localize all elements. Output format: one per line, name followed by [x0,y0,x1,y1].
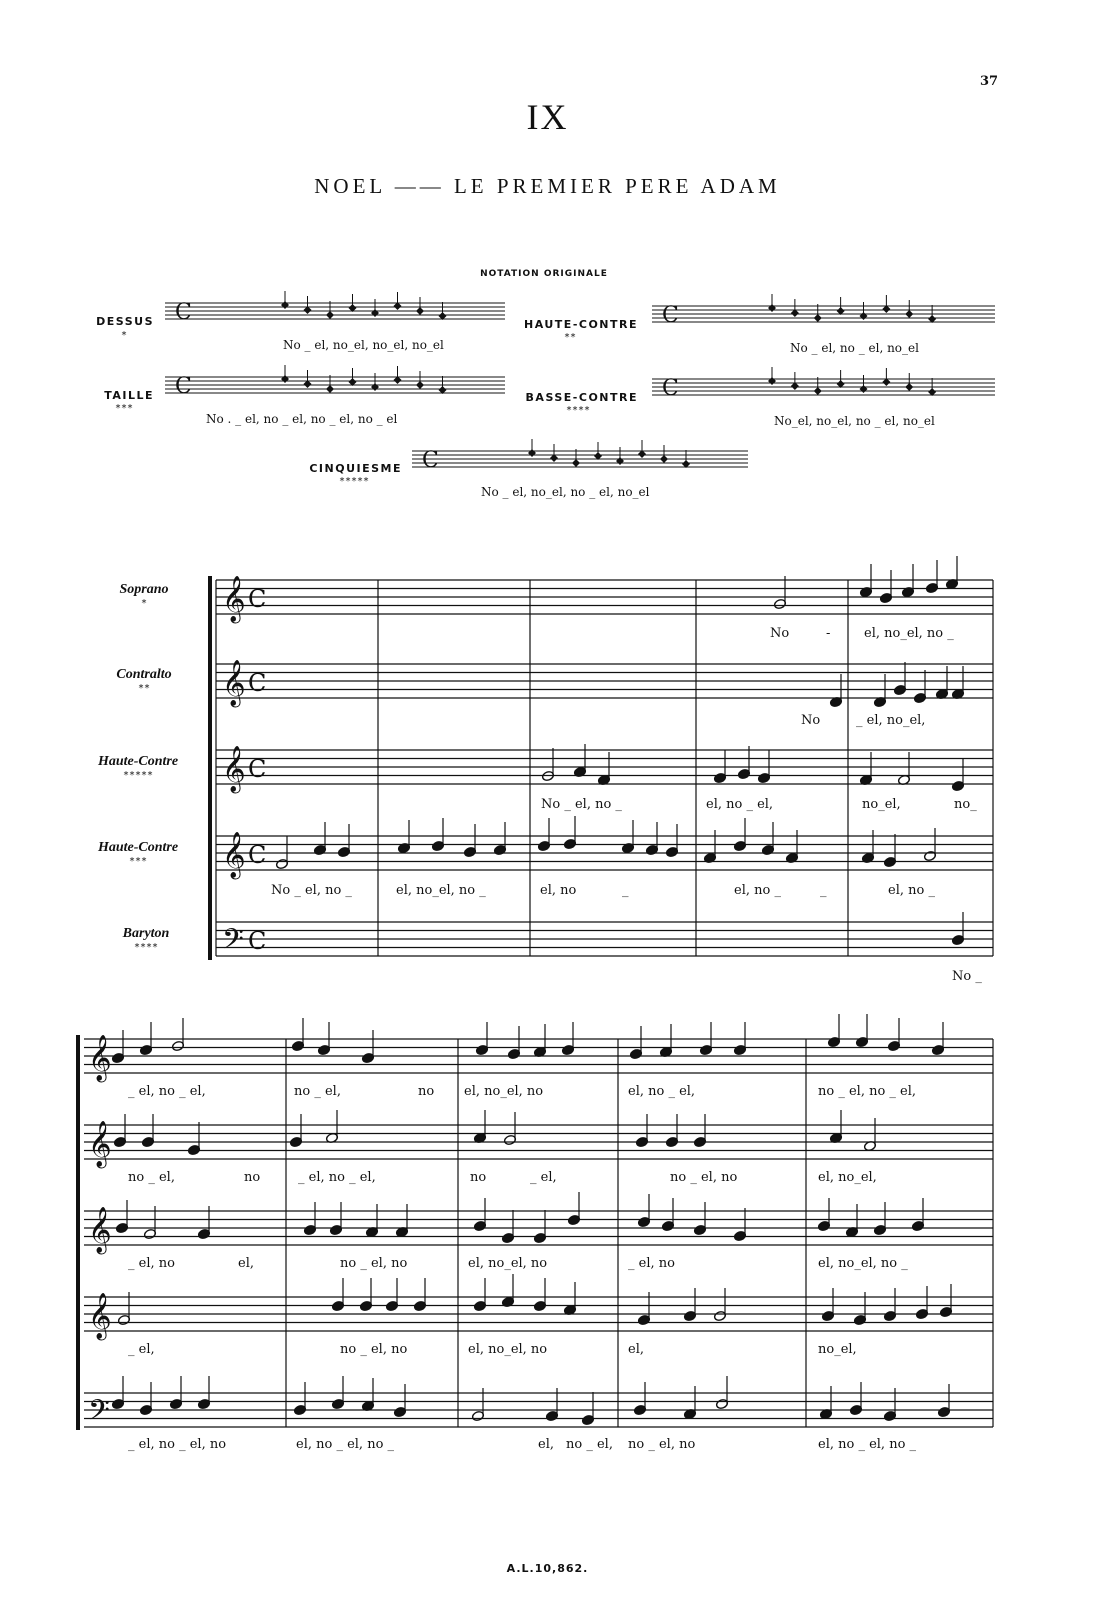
voice-name-soprano: Soprano [119,582,169,597]
lyric: no [418,1084,435,1099]
original-notation-staves [165,300,995,473]
orig-stars-haute-contre: ** [563,332,577,343]
lyric: _ el, no [628,1256,675,1271]
lyric: _ el, [530,1170,557,1185]
lyric: no [470,1170,487,1185]
lyric: _ el, [128,1342,155,1357]
time-signature: C [248,669,267,697]
treble-clef-glyph: 𝄞 [222,660,246,706]
lyric: No [770,626,790,641]
orig-voice-cinquiesme: CINQUIESME [309,462,402,475]
bass-clef-glyph: 𝄢 [222,923,244,963]
lyric: el, [628,1342,644,1357]
lyric: el, no _ [888,883,935,898]
lyric: no _ el, [566,1437,613,1452]
time-signature: C [248,841,267,869]
lyric: _ el, no _ el, [128,1084,206,1099]
lyric: No _ el, no _ [271,883,352,898]
lyric: el, [238,1256,254,1271]
publisher-code: A.L.10,862. [506,1562,589,1575]
lyric: el, no_el, no _ [396,883,486,898]
voice-stars-baryton: **** [133,942,159,953]
orig-stars-taille: *** [114,403,134,414]
voice-stars-haute-contre-2: *** [128,856,148,867]
orig-lyrics-cinquiesme: No _ el, no_el, no _ el, no_el [481,485,650,499]
lyric: no_el, [818,1342,857,1357]
clef-glyph: C [175,374,192,399]
lyric: _ el, no_el, [856,713,926,728]
lyric: el, no_el, no [468,1342,548,1357]
bass-clef-glyph: 𝄢 [88,1394,110,1434]
lyric: _ el, no _ el, [298,1170,376,1185]
clef-glyph: C [422,448,439,473]
lyric: el, no_el, no [464,1084,544,1099]
lyric: no _ el, no [340,1342,408,1357]
voice-stars-soprano: * [140,598,148,609]
voice-stars-haute-contre-1: ***** [122,770,154,781]
lyric: No [801,713,821,728]
treble-clef-glyph: 𝄞 [88,1207,112,1253]
lyric: no_el, [862,797,901,812]
treble-clef-glyph: 𝄞 [222,576,246,622]
lyric: el, no_el, no _ [864,626,954,641]
lyric: el, no _ el, no _ [296,1437,395,1452]
lyric: el, no_el, no [468,1256,548,1271]
lyric: no _ el, [294,1084,341,1099]
clef-glyph: C [662,376,679,401]
lyric: no _ el, [128,1170,175,1185]
lyric: el, no _ el, no _ [818,1437,917,1452]
lyric: el, [538,1437,554,1452]
lyric: no _ el, no [340,1256,408,1271]
lyric: no _ el, no _ el, [818,1084,917,1099]
lyric: _ [622,883,629,898]
treble-clef-glyph: 𝄞 [88,1293,112,1339]
piece-number: IX [526,97,569,137]
voice-name-haute-contre-2: Haute-Contre [97,840,179,855]
voice-stars-contralto: ** [137,683,151,694]
time-signature: C [248,585,267,613]
voice-name-haute-contre-1: Haute-Contre [97,754,179,769]
time-signature: C [248,755,267,783]
orig-lyrics-haute-contre: No _ el, no _ el, no_el [790,341,919,355]
voice-name-baryton: Baryton [122,926,170,941]
notation-heading: NOTATION ORIGINALE [480,269,608,279]
orig-lyrics-basse-contre: No_el, no_el, no _ el, no_el [774,414,935,428]
clef-glyph: C [175,300,192,325]
orig-stars-dessus: * [120,330,128,341]
orig-stars-basse-contre: **** [565,405,591,416]
lyric: el, no _ [734,883,781,898]
orig-lyrics-dessus: No _ el, no_el, no_el, no_el [283,338,444,352]
piece-title: NOEL —— LE PREMIER PERE ADAM [314,174,781,198]
lyric: _ [820,883,827,898]
treble-clef-glyph: 𝄞 [88,1035,112,1081]
lyric: _ el, no [128,1256,175,1271]
clef-glyph: C [662,303,679,328]
lyric: _ el, no _ el, no [128,1437,227,1452]
lyric: el, no _ el, [628,1084,696,1099]
page-number: 37 [980,74,999,89]
time-signature: C [248,927,267,955]
lyric: No _ [952,969,982,984]
treble-clef-glyph: 𝄞 [222,832,246,878]
lyric: - [826,626,831,641]
orig-voice-taille: TAILLE [104,389,154,402]
lyric: no [244,1170,261,1185]
voice-name-contralto: Contralto [116,667,172,682]
lyric: el, no_el, [818,1170,877,1185]
lyric: no_ [954,797,977,812]
orig-voice-haute-contre: HAUTE-CONTRE [523,318,638,331]
lyric: el, no [540,883,577,898]
lyric: no _ el, no [670,1170,738,1185]
treble-clef-glyph: 𝄞 [88,1121,112,1167]
lyric: no _ el, no [628,1437,696,1452]
lyric: el, no _ el, [706,797,774,812]
treble-clef-glyph: 𝄞 [222,746,246,792]
orig-stars-cinquiesme: ***** [338,476,370,487]
orig-voice-dessus: DESSUS [96,315,154,328]
lyric: el, no_el, no _ [818,1256,908,1271]
orig-lyrics-taille: No . _ el, no _ el, no _ el, no _ el [206,412,398,426]
orig-voice-basse-contre: BASSE-CONTRE [525,391,638,404]
lyric: No _ el, no _ [541,797,622,812]
